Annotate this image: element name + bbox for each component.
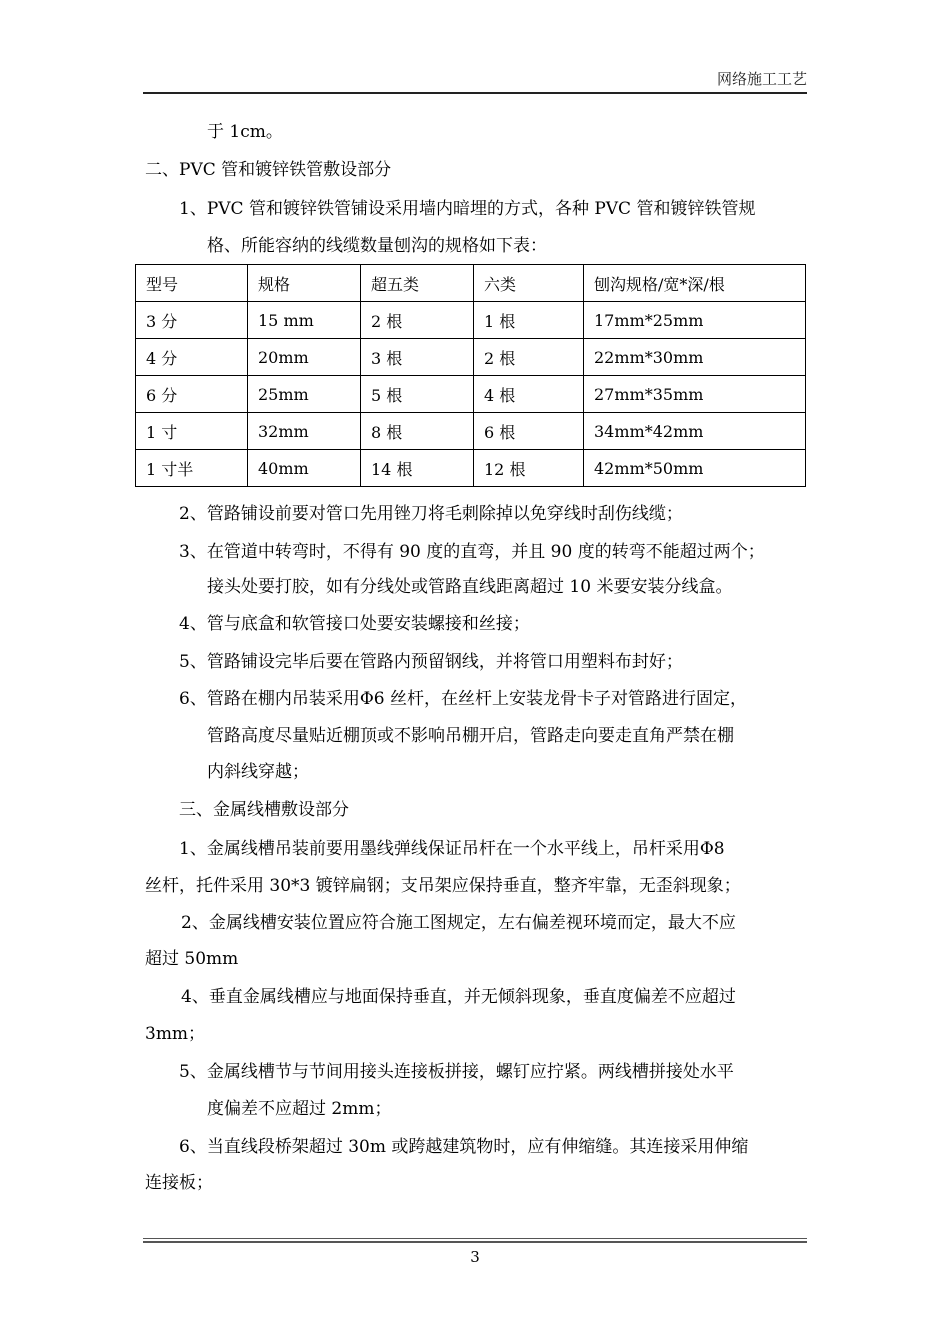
table-cell: 6 分 — [136, 376, 248, 413]
text-line: 6、管路在棚内吊装采用Φ6 丝杆，在丝杆上安装龙骨卡子对管路进行固定， — [179, 689, 747, 709]
text-line: 6、当直线段桥架超过 30m 或跨越建筑物时，应有伸缩缝。其连接采用伸缩 — [179, 1137, 749, 1157]
text-line: 5、管路铺设完毕后要在管路内预留钢线，并将管口用塑料布封好； — [179, 652, 683, 672]
table-header-row — [136, 265, 806, 302]
table-row — [136, 413, 806, 450]
table-row — [136, 302, 806, 339]
text-line: 超过 50mm — [145, 949, 239, 969]
table-cell: 6 根 — [474, 413, 584, 450]
table-cell: 2 根 — [361, 302, 474, 339]
table-cell: 2 根 — [474, 339, 584, 376]
table-header-cell: 刨沟规格/宽*深/根 — [584, 265, 806, 302]
text-line: 于 1cm。 — [207, 122, 283, 142]
table-cell: 4 分 — [136, 339, 248, 376]
table-cell: 12 根 — [474, 450, 584, 487]
table-header-cell: 规格 — [248, 265, 361, 302]
table-cell: 20mm — [248, 339, 361, 376]
table-cell: 1 根 — [474, 302, 584, 339]
table-cell: 4 根 — [474, 376, 584, 413]
table-cell: 22mm*30mm — [584, 339, 806, 376]
table-cell: 14 根 — [361, 450, 474, 487]
table-cell: 3 分 — [136, 302, 248, 339]
table-row — [136, 450, 806, 487]
table-header-cell: 六类 — [474, 265, 584, 302]
section-heading: 三、金属线槽敷设部分 — [179, 800, 349, 820]
section-heading: 二、PVC 管和镀锌铁管敷设部分 — [145, 160, 392, 180]
header-rule — [143, 92, 807, 94]
text-line: 3、在管道中转弯时，不得有 90 度的直弯，并且 90 度的转弯不能超过两个； — [179, 542, 765, 562]
table-cell: 15 mm — [248, 302, 361, 339]
table-cell: 1 寸半 — [136, 450, 248, 487]
text-line: 5、金属线槽节与节间用接头连接板拼接，螺钉应拧紧。两线槽拼接处水平 — [179, 1062, 734, 1082]
table-cell: 34mm*42mm — [584, 413, 806, 450]
table-cell: 1 寸 — [136, 413, 248, 450]
page-number: 3 — [470, 1248, 480, 1266]
table-cell: 3 根 — [361, 339, 474, 376]
text-line: 管路高度尽量贴近棚顶或不影响吊棚开启，管路走向要走直角严禁在棚 — [207, 726, 734, 746]
table-row — [136, 339, 806, 376]
text-line: 4、管与底盒和软管接口处要安装螺接和丝接； — [179, 614, 530, 634]
text-line: 2、金属线槽安装位置应符合施工图规定，左右偏差视环境而定，最大不应 — [181, 913, 736, 933]
spec-table — [135, 264, 806, 487]
header-title: 网络施工工艺 — [716, 70, 807, 88]
text-line: 内斜线穿越； — [207, 762, 309, 782]
footer-rule — [143, 1238, 807, 1243]
table-cell: 42mm*50mm — [584, 450, 806, 487]
text-line: 接头处要打胶，如有分线处或管路直线距离超过 10 米要安装分线盒。 — [207, 577, 733, 597]
table-row — [136, 376, 806, 413]
text-line: 3mm； — [145, 1024, 206, 1044]
text-line: 1、金属线槽吊装前要用墨线弹线保证吊杆在一个水平线上，吊杆采用Φ8 — [179, 839, 725, 859]
text-line: 格、所能容纳的线缆数量刨沟的规格如下表： — [207, 236, 547, 256]
text-line: 2、管路铺设前要对管口先用锉刀将毛刺除掉以免穿线时刮伤线缆； — [179, 504, 683, 524]
table-cell: 40mm — [248, 450, 361, 487]
text-line: 丝杆，托件采用 30*3 镀锌扁钢；支吊架应保持垂直，整齐牢靠，无歪斜现象； — [145, 876, 741, 896]
text-line: 度偏差不应超过 2mm； — [207, 1099, 392, 1119]
table-cell: 25mm — [248, 376, 361, 413]
table-cell: 5 根 — [361, 376, 474, 413]
table-header-cell: 型号 — [136, 265, 248, 302]
table-header-cell: 超五类 — [361, 265, 474, 302]
table-cell: 8 根 — [361, 413, 474, 450]
text-line: 4、垂直金属线槽应与地面保持垂直，并无倾斜现象，垂直度偏差不应超过 — [181, 987, 736, 1007]
table-cell: 27mm*35mm — [584, 376, 806, 413]
table-cell: 32mm — [248, 413, 361, 450]
text-line: 1、PVC 管和镀锌铁管铺设采用墙内暗埋的方式，各种 PVC 管和镀锌铁管规 — [179, 199, 756, 219]
text-line: 连接板； — [145, 1173, 213, 1193]
table-cell: 17mm*25mm — [584, 302, 806, 339]
